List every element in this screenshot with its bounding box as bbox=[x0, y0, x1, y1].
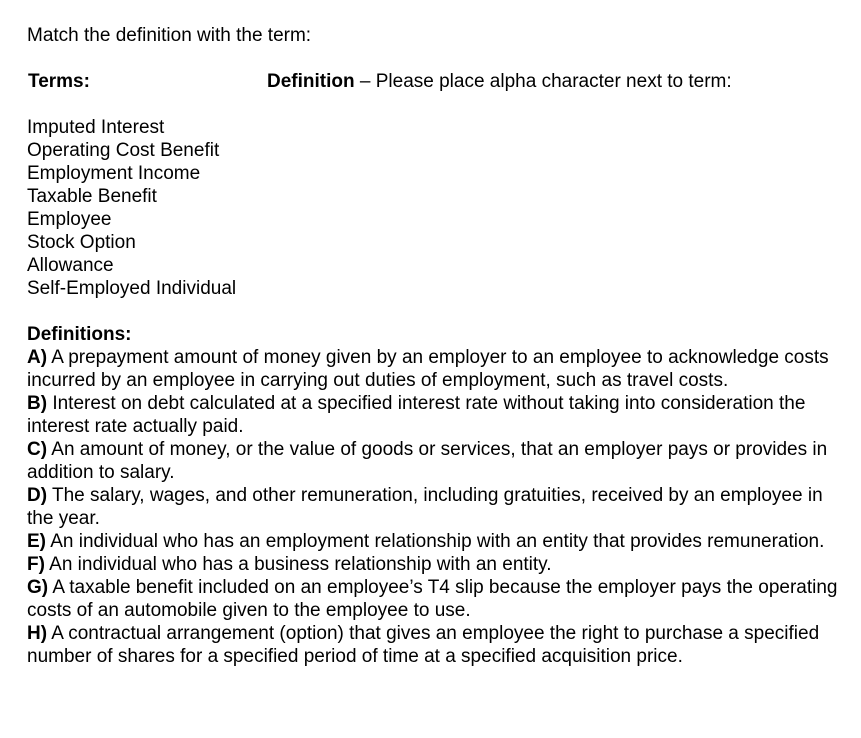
definition-item bbox=[27, 392, 847, 438]
definition-instruction bbox=[267, 70, 732, 93]
definition-text: An amount of money, or the value of goods or services, that an employer pays or provides in addition to salary. bbox=[27, 439, 828, 483]
definition-item bbox=[27, 530, 847, 553]
column-headers bbox=[27, 70, 847, 93]
definition-text: A taxable benefit included on an employee’s T4 slip because the employer pays the operating costs of an automobile given to the employee to use. bbox=[27, 577, 838, 621]
definition-text: Interest on debt calculated at a specified interest rate without taking into consideration the interest rate actually paid. bbox=[27, 393, 806, 437]
definition-item bbox=[27, 553, 847, 576]
term-item: Employment Income bbox=[27, 163, 201, 184]
definition-text: A contractual arrangement (option) that gives an employee the right to purchase a specified number of shares for a specified period of time at a specified acquisition price. bbox=[27, 623, 820, 667]
definition-item bbox=[27, 484, 847, 530]
terms-list bbox=[27, 116, 847, 300]
definitions-list bbox=[27, 346, 847, 668]
instructions-text: Match the definition with the term: bbox=[27, 25, 312, 46]
term-item: Stock Option bbox=[27, 232, 136, 253]
definition-letter: A) bbox=[27, 347, 48, 368]
definition-item bbox=[27, 622, 847, 668]
definition-letter: G) bbox=[27, 577, 49, 598]
definition-letter: B) bbox=[27, 393, 48, 414]
term-item: Taxable Benefit bbox=[27, 186, 157, 207]
terms-heading: Terms: bbox=[28, 71, 90, 92]
definition-item bbox=[27, 346, 847, 392]
definition-text: An individual who has a business relationship with an entity. bbox=[44, 554, 552, 575]
definition-heading: Definition bbox=[267, 71, 355, 92]
definition-text: A prepayment amount of money given by an employer to an employee to acknowledge costs incurred by an employee in carrying out duties of employment, such as travel costs. bbox=[27, 347, 829, 391]
definition-letter: F) bbox=[27, 554, 45, 575]
term-item: Self-Employed Individual bbox=[27, 278, 237, 299]
definition-item bbox=[27, 438, 847, 484]
definition-letter: E) bbox=[27, 531, 46, 552]
definition-text: An individual who has an employment relationship with an entity that provides remuneration. bbox=[46, 531, 825, 552]
term-item: Allowance bbox=[27, 255, 114, 276]
definition-instruction-text: – Please place alpha character next to term: bbox=[354, 71, 732, 92]
definition-text: The salary, wages, and other remuneration, including gratuities, received by an employee in the year. bbox=[27, 485, 823, 529]
definitions-heading: Definitions: bbox=[27, 324, 132, 345]
definition-letter: C) bbox=[27, 439, 48, 460]
definition-item bbox=[27, 576, 847, 622]
definition-letter: H) bbox=[27, 623, 48, 644]
term-item: Operating Cost Benefit bbox=[27, 140, 220, 161]
term-item: Employee bbox=[27, 209, 112, 230]
term-item: Imputed Interest bbox=[27, 117, 165, 138]
definition-letter: D) bbox=[27, 485, 48, 506]
document-page bbox=[27, 24, 847, 668]
